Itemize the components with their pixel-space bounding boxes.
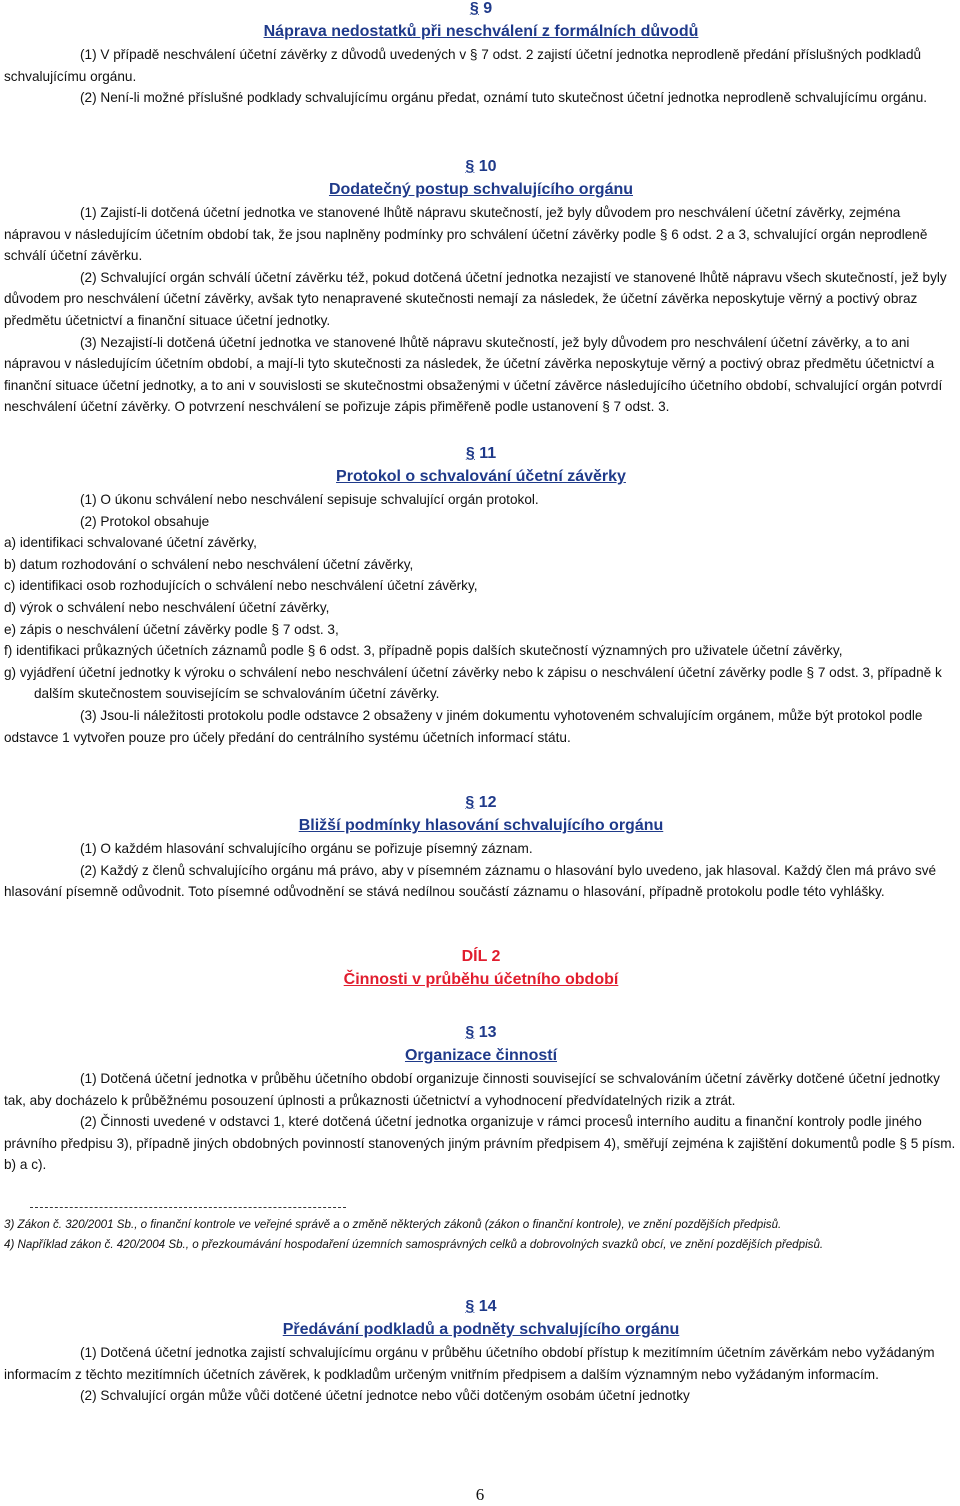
list-item: b) datum rozhodování o schválení nebo neschválení účetní závěrky, xyxy=(4,556,414,572)
paragraph: (2) Činnosti uvedené v odstavci 1, které dotčená účetní jednotka organizuje v rámci procesů interního auditu a finanční kontroly podle jiného právního předpisu 3), případně jiných obdobných povinností stanovených jiným právním předpisem 4), směřují zejména k zajištění dokumentů podle § 5 písm. b) a c). xyxy=(4,1114,956,1173)
paragraph: (2) Není-li možné příslušné podklady schvalujícímu orgánu předat, oznámí tuto skutečnost účetní jednotka neprodleně schvalujícímu orgánu. xyxy=(80,90,928,106)
section-12 xyxy=(4,792,958,903)
section-sign: § xyxy=(465,158,475,175)
list-item: a) identifikaci schvalované účetní závěrky, xyxy=(4,535,257,551)
paragraph: (1) Zajistí-li dotčená účetní jednotka ve stanovené lhůtě nápravu skutečností, jež byly důvodem pro neschválení účetní závěrky, zejména nápravou v následujícím účetním období tak, že jsou naplněny podmínky pro schválení účetní závěrky podle § 6 odst. 2 a 3, schvalující orgán neprodleně schválí účetní závěrku. xyxy=(4,205,928,264)
section-title xyxy=(4,20,958,44)
section-number: 10 xyxy=(478,158,497,175)
section-number: 12 xyxy=(478,794,497,811)
section-sign: § xyxy=(469,0,479,17)
section-heading-number xyxy=(4,792,958,814)
paragraph: (2) Protokol obsahuje xyxy=(80,513,210,529)
section-title-text: Protokol o schvalování účetní závěrky xyxy=(336,468,626,485)
section-title-text: Náprava nedostatků při neschválení z formálních důvodů xyxy=(263,23,699,40)
section-title-text: Předávání podkladů a podněty schvalujícího orgánu xyxy=(282,1321,680,1338)
footnote-separator xyxy=(30,1207,346,1208)
section-title xyxy=(4,1318,958,1342)
section-heading-number xyxy=(4,156,958,178)
section-heading-number xyxy=(4,1022,958,1044)
part-title xyxy=(4,968,958,992)
section-13 xyxy=(4,1022,958,1176)
section-10 xyxy=(4,156,958,418)
page-number: 6 xyxy=(475,1485,485,1504)
section-title xyxy=(4,1044,958,1068)
section-title xyxy=(4,465,958,489)
section-11 xyxy=(4,443,958,748)
section-9 xyxy=(4,0,958,109)
paragraph: (3) Jsou-li náležitosti protokolu podle odstavce 2 obsaženy v jiném dokumentu vyhotoveném schvalujícím orgánem, může být protokol podle odstavce 1 vytvořen pouze pro účely předání do centrálního systému účetních informací státu. xyxy=(4,707,923,745)
section-number: 13 xyxy=(478,1024,497,1041)
part-label: DÍL 2 xyxy=(461,948,501,965)
section-title-text: Dodatečný postup schvalujícího orgánu xyxy=(328,181,634,198)
section-number: 11 xyxy=(479,445,497,462)
section-number: 9 xyxy=(483,0,493,17)
paragraph: (1) O každém hlasování schvalujícího orgánu se pořizuje písemný záznam. xyxy=(80,841,533,856)
part-2-heading xyxy=(4,946,958,992)
part-title-text: Činnosti v průběhu účetního období xyxy=(343,971,619,988)
paragraph: (2) Schvalující orgán schválí účetní závěrku též, pokud dotčená účetní jednotka nezajistí ve stanovené lhůtě nápravu všech skutečností, jež byly důvodem pro neschválení účetní závěrky, avšak tyto nenapravené skutečnosti nemají za následek, že účetní závěrka neposkytuje věrný a poctivý obraz předmětu účetnictví a finanční situace účetní jednotky. xyxy=(4,269,947,328)
section-heading-number xyxy=(4,1296,958,1318)
list-item: e) zápis o neschválení účetní závěrky podle § 7 odst. 3, xyxy=(4,621,339,637)
list-item: d) výrok o schválení nebo neschválení účetní závěrky, xyxy=(4,599,330,615)
paragraph: (1) V případě neschválení účetní závěrky z důvodů uvedených v § 7 odst. 2 zajistí účetní jednotka neprodleně předání příslušných podkladů schvalujícímu orgánu. xyxy=(4,47,922,84)
section-heading-number xyxy=(4,0,958,20)
paragraph: (2) Každý z členů schvalujícího orgánu má právo, aby v písemném záznamu o hlasování bylo uvedeno, jak hlasoval. Každý člen má právo své hlasování písemně odůvodnit. Toto písemné odůvodnění se stává nedílnou součástí záznamu o hlasování, případně protokolu podle této vyhlášky. xyxy=(4,862,937,900)
section-sign: § xyxy=(465,445,475,462)
paragraph: (1) O úkonu schválení nebo neschválení sepisuje schvalující orgán protokol. xyxy=(80,492,539,507)
footnote: 3) Zákon č. 320/2001 Sb., o finanční kontrole ve veřejné správě a o změně některých zákonů (zákon o finanční kontrole), ve znění pozdějších předpisů. xyxy=(4,1218,782,1231)
footnote: 4) Například zákon č. 420/2004 Sb., o přezkoumávání hospodaření územních samosprávných celků a dobrovolných svazků obcí, ve znění pozdějších předpisů. xyxy=(4,1237,824,1251)
section-title-text: Organizace činností xyxy=(404,1047,558,1064)
list-item: c) identifikaci osob rozhodujících o schválení nebo neschválení účetní závěrky, xyxy=(4,578,478,594)
section-14 xyxy=(4,1296,958,1407)
footnotes xyxy=(4,1215,958,1254)
paragraph: (2) Schvalující orgán může vůči dotčené účetní jednotce nebo vůči dotčeným osobám účetní jednotky xyxy=(80,1388,690,1404)
paragraph: (1) Dotčená účetní jednotka v průběhu účetního období organizuje činnosti související se schvalováním účetní závěrky dotčené účetní jednotky tak, aby docházelo k průběžnému posouzení úplnosti a průkaznosti účetnictví a vyhodnocení předvídatelných rizik a ztrát. xyxy=(4,1071,940,1108)
paragraph: (3) Nezajistí-li dotčená účetní jednotka ve stanovené lhůtě nápravu skutečností, jež byly důvodem pro neschválení účetní závěrky, a to ani nápravou v následujícím účetním období, a mají-li tyto skutečnosti za následek, že účetní závěrka neposkytuje věrný a poctivý obraz předmětu účetnictví a finanční situace účetní jednotky, a to ani v souvislosti se skutečnostmi obsaženými v účetní závěrce následujícího účetního období, schvalující orgán potvrdí neschválení účetní závěrky. O potvrzení neschválení se pořizuje zápis přiměřeně podle ustanovení § 7 odst. 3. xyxy=(4,334,943,415)
paragraph: (1) Dotčená účetní jednotka zajistí schvalujícímu orgánu v průběhu účetního období přístup k mezitímním účetním závěrkám nebo vyžádaným informacím z těchto mezitímních účetních závěrek, k podkladům určeným vnitřním předpisem a dalším významným nebo vyžádaným informacím. xyxy=(4,1345,935,1382)
list-item: g) vyjádření účetní jednotky k výroku o schválení nebo neschválení účetní závěrky nebo k zápisu o neschválení účetní závěrky podle § 7 odst. 3, případně k dalším skutečnostem souvisejícím se schvalováním účetní závěrky. xyxy=(4,664,942,702)
section-title xyxy=(4,814,958,838)
section-sign: § xyxy=(465,794,475,811)
section-sign: § xyxy=(465,1298,475,1315)
section-number: 14 xyxy=(478,1298,497,1315)
section-heading-number xyxy=(4,443,958,465)
section-sign: § xyxy=(465,1024,475,1041)
list-item: f) identifikaci průkazných účetních záznamů podle § 6 odst. 3, případně popis dalších skutečností významných pro uživatele účetní závěrky, xyxy=(4,643,843,659)
section-title xyxy=(4,178,958,202)
section-title-text: Bližší podmínky hlasování schvalujícího orgánu xyxy=(298,817,664,834)
